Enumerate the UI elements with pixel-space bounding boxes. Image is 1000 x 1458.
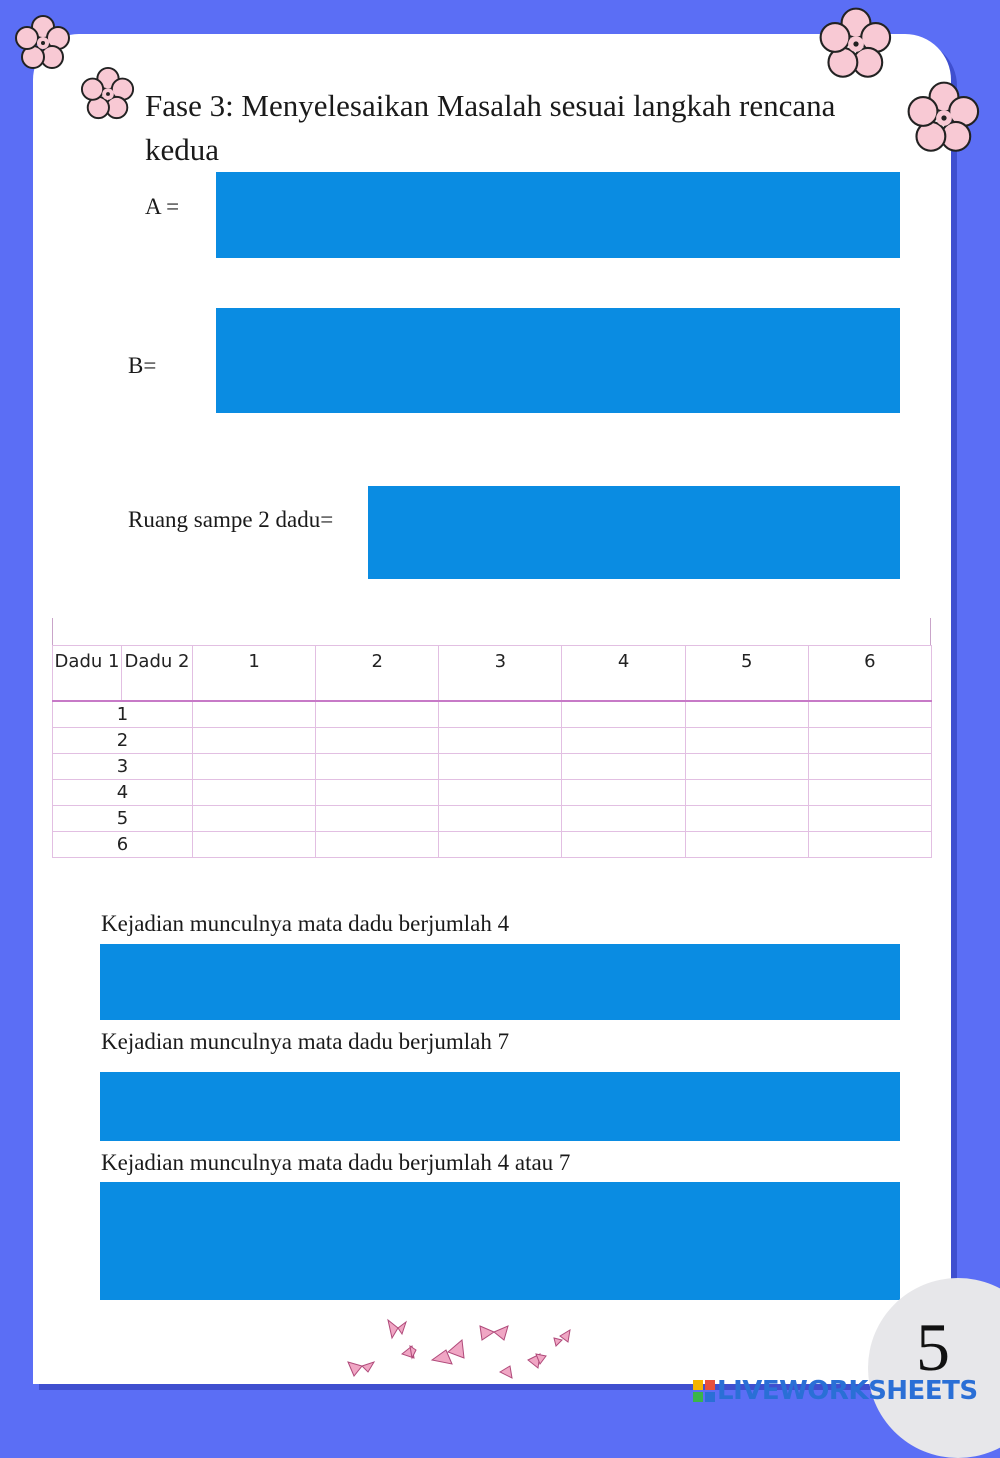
answer-box-a[interactable] <box>216 172 900 258</box>
label-a: A = <box>145 194 180 219</box>
header-die-1: Dadu 1 <box>53 646 122 702</box>
table-cell[interactable] <box>808 780 931 806</box>
flower-icon <box>906 80 982 156</box>
table-cell[interactable] <box>316 754 439 780</box>
table-cell[interactable] <box>685 754 808 780</box>
table-cell[interactable] <box>685 832 808 858</box>
table-cell[interactable] <box>808 754 931 780</box>
table-cell[interactable] <box>808 728 931 754</box>
table-cell[interactable] <box>685 728 808 754</box>
table-cell[interactable] <box>685 780 808 806</box>
table-cell[interactable] <box>193 780 316 806</box>
table-cell[interactable] <box>562 728 685 754</box>
table-cell[interactable] <box>439 806 562 832</box>
header-die-2: Dadu 2 <box>122 646 193 702</box>
table-edge <box>52 618 53 646</box>
table-cell[interactable] <box>193 701 316 728</box>
label-event-4: Kejadian munculnya mata dadu berjumlah 4 <box>101 911 510 936</box>
table-cell[interactable] <box>316 806 439 832</box>
table-cell[interactable] <box>316 832 439 858</box>
table-cell[interactable] <box>562 832 685 858</box>
answer-box-sample-space[interactable] <box>368 486 900 579</box>
table-cell[interactable] <box>562 806 685 832</box>
table-cell[interactable] <box>316 728 439 754</box>
table-cell[interactable] <box>193 806 316 832</box>
table-cell[interactable] <box>439 754 562 780</box>
table-cell[interactable] <box>316 701 439 728</box>
table-cell[interactable] <box>439 701 562 728</box>
table-cell[interactable] <box>316 780 439 806</box>
table-row <box>53 728 932 754</box>
row-header: 2 <box>53 728 193 754</box>
table-header-row <box>53 646 932 702</box>
flower-icon <box>80 66 136 122</box>
row-header: 4 <box>53 780 193 806</box>
table-cell[interactable] <box>808 832 931 858</box>
label-event-4-or-7: Kejadian munculnya mata dadu berjumlah 4 atau 7 <box>101 1150 571 1175</box>
table-cell[interactable] <box>685 701 808 728</box>
table-cell[interactable] <box>685 806 808 832</box>
liveworksheets-brand <box>693 1376 978 1406</box>
table-cell[interactable] <box>562 780 685 806</box>
table-cell[interactable] <box>439 832 562 858</box>
column-header: 3 <box>439 646 562 702</box>
table-cell[interactable] <box>193 728 316 754</box>
column-header: 4 <box>562 646 685 702</box>
liveworksheets-logo-icon <box>693 1380 715 1402</box>
dice-sum-table <box>52 645 932 858</box>
label-b: B= <box>128 353 157 378</box>
answer-box-event-4[interactable] <box>100 944 900 1020</box>
dice-table-container <box>52 618 932 856</box>
column-header: 5 <box>685 646 808 702</box>
column-header: 2 <box>316 646 439 702</box>
row-header: 3 <box>53 754 193 780</box>
table-edge <box>930 618 931 646</box>
butterflies-decoration-icon <box>340 1316 580 1392</box>
table-cell[interactable] <box>439 728 562 754</box>
page-title: Fase 3: Menyelesaikan Masalah sesuai langkah rencana kedua <box>145 88 836 167</box>
label-sample-space: Ruang sampe 2 dadu= <box>128 507 334 532</box>
column-header: 1 <box>193 646 316 702</box>
table-row <box>53 806 932 832</box>
row-header: 1 <box>53 701 193 728</box>
row-header: 6 <box>53 832 193 858</box>
page-number: 5 <box>916 1309 950 1385</box>
flower-icon <box>14 14 72 72</box>
table-cell[interactable] <box>193 754 316 780</box>
table-cell[interactable] <box>439 780 562 806</box>
table-cell[interactable] <box>808 806 931 832</box>
table-row <box>53 701 932 728</box>
table-cell[interactable] <box>808 701 931 728</box>
table-cell[interactable] <box>193 832 316 858</box>
label-event-7: Kejadian munculnya mata dadu berjumlah 7 <box>101 1029 510 1054</box>
answer-box-b[interactable] <box>216 308 900 413</box>
flower-icon <box>818 6 894 82</box>
table-cell[interactable] <box>562 701 685 728</box>
table-row <box>53 780 932 806</box>
table-row <box>53 832 932 858</box>
column-header: 6 <box>808 646 931 702</box>
table-cell[interactable] <box>562 754 685 780</box>
answer-box-event-7[interactable] <box>100 1072 900 1141</box>
answer-box-event-4-or-7[interactable] <box>100 1182 900 1300</box>
brand-text: LIVEWORKSHEETS <box>717 1376 978 1406</box>
table-row <box>53 754 932 780</box>
row-header: 5 <box>53 806 193 832</box>
